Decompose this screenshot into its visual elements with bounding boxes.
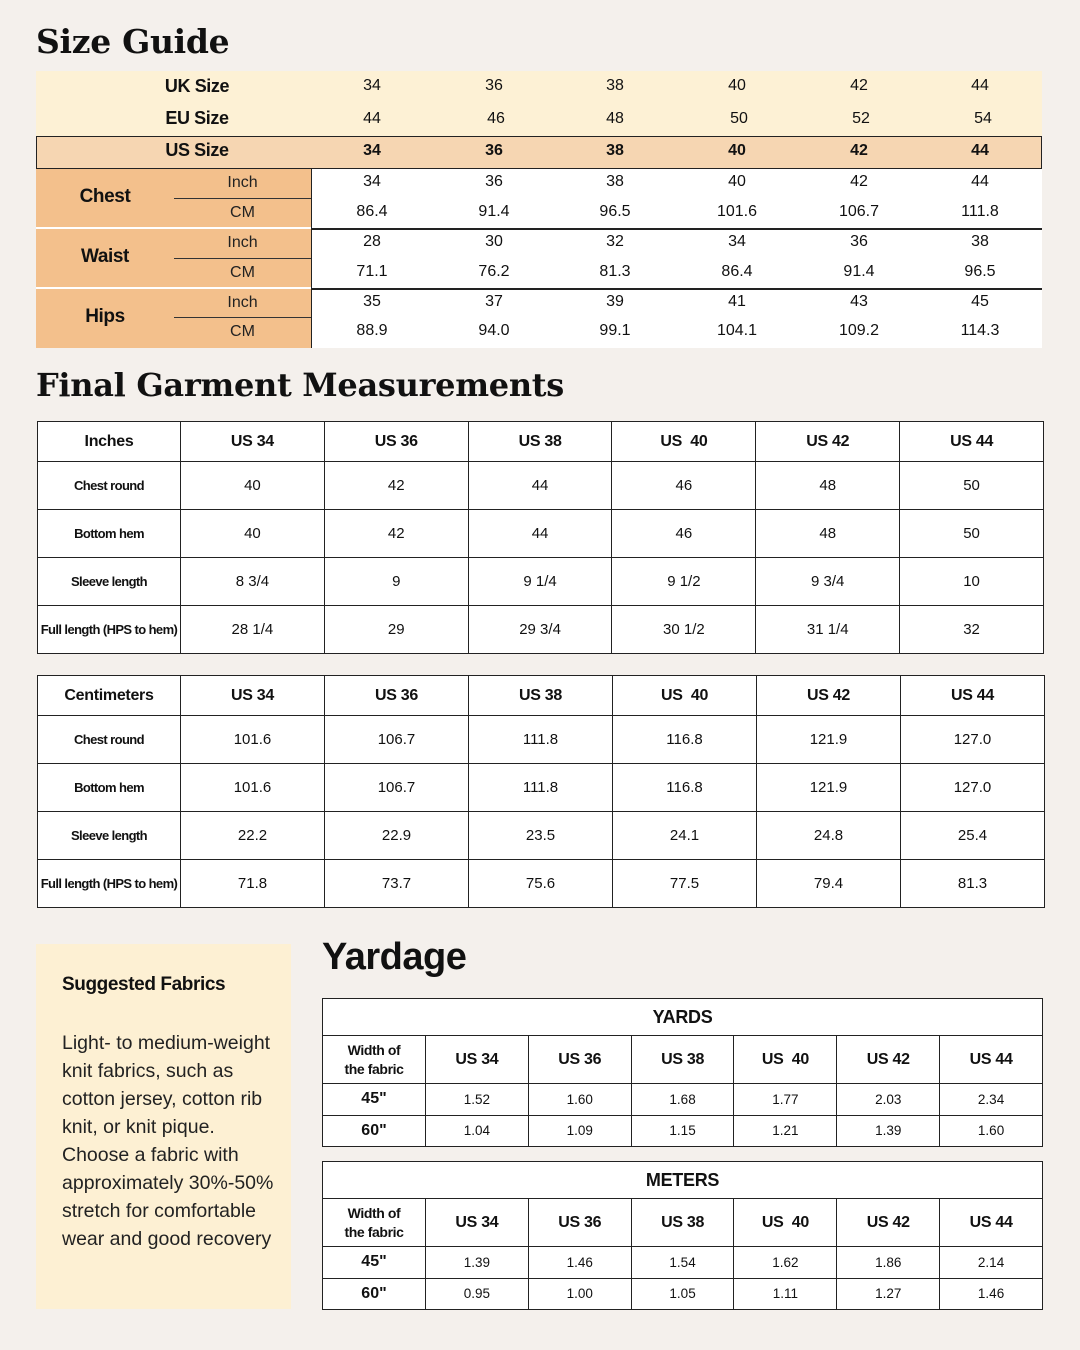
waist-inch-value: 28	[363, 233, 381, 250]
yardage-yards-table	[322, 998, 1043, 1147]
row-label: Full length (HPS to hem)	[38, 606, 181, 654]
size-header: US 40	[734, 1199, 837, 1247]
table-row	[38, 462, 1044, 510]
chest-cm-value: 96.5	[599, 203, 631, 220]
table-cell: 0.95	[426, 1278, 529, 1310]
hips-inch-value: 43	[850, 293, 868, 310]
table-cell: 1.46	[528, 1247, 631, 1279]
table-header-row	[323, 1036, 1043, 1084]
table-cell: 1.54	[631, 1247, 734, 1279]
width-label-line: Width of	[347, 1204, 401, 1221]
centimeters-corner-label: Centimeters	[38, 676, 181, 716]
waist-inch-value: 34	[728, 233, 746, 250]
table-row	[38, 510, 1044, 558]
unit-cm-label: CM	[230, 323, 255, 340]
uk-size-value: 34	[363, 77, 381, 94]
waist-inch-value: 30	[485, 233, 503, 250]
uk-size-value: 36	[485, 77, 503, 94]
table-cell: 116.8	[613, 764, 757, 812]
eu-size-label: EU Size	[165, 108, 229, 128]
size-header: US 34	[181, 422, 325, 462]
chest-inch-value: 36	[485, 173, 503, 190]
chest-cm-value: 91.4	[478, 203, 510, 220]
size-header: US 44	[940, 1036, 1043, 1084]
waist-inch-value: 32	[606, 233, 624, 250]
table-cell: 127.0	[901, 764, 1045, 812]
table-cell: 111.8	[469, 716, 613, 764]
table-cell: 24.8	[757, 812, 901, 860]
table-row	[38, 558, 1044, 606]
table-cell: 81.3	[901, 860, 1045, 908]
table-cell: 2.14	[940, 1247, 1043, 1279]
table-caption-row	[323, 1162, 1043, 1199]
table-row	[323, 1115, 1043, 1147]
table-cell: 28 1/4	[181, 606, 325, 654]
table-cell: 48	[756, 510, 900, 558]
table-cell: 1.09	[528, 1115, 631, 1147]
table-cell: 25.4	[901, 812, 1045, 860]
table-cell: 1.62	[734, 1247, 837, 1279]
waist-cm-value: 71.1	[356, 263, 388, 280]
table-cell: 73.7	[325, 860, 469, 908]
size-header: US 44	[900, 422, 1044, 462]
chest-inch-value: 34	[363, 173, 381, 190]
chest-cm-value: 101.6	[716, 203, 758, 220]
table-cell: 71.8	[181, 860, 325, 908]
table-cell: 121.9	[757, 716, 901, 764]
eu-size-value: 44	[363, 110, 381, 127]
eu-size-value: 48	[606, 110, 624, 127]
block-divider	[311, 288, 1042, 290]
table-cell: 50	[900, 462, 1044, 510]
table-cell: 1.21	[734, 1115, 837, 1147]
table-cell: 24.1	[613, 812, 757, 860]
size-header: US 42	[837, 1199, 940, 1247]
table-cell: 31 1/4	[756, 606, 900, 654]
table-cell: 1.39	[426, 1247, 529, 1279]
row-label: Full length (HPS to hem)	[38, 860, 181, 908]
hips-cm-value: 88.9	[356, 322, 388, 339]
unit-cm-label: CM	[230, 264, 255, 281]
table-cell: 46	[612, 462, 756, 510]
table-cell: 121.9	[757, 764, 901, 812]
meters-caption: METERS	[323, 1162, 1043, 1199]
size-header: US 36	[528, 1036, 631, 1084]
chest-label: Chest	[79, 186, 131, 207]
table-cell: 50	[900, 510, 1044, 558]
chest-cm-value: 111.8	[961, 203, 999, 220]
us-size-label: US Size	[165, 140, 229, 160]
table-caption-row	[323, 999, 1043, 1036]
waist-inch-value: 36	[850, 233, 868, 250]
table-row	[323, 1084, 1043, 1116]
measurement-values-area	[311, 169, 1042, 348]
hips-cm-value: 104.1	[716, 322, 758, 339]
table-cell: 1.00	[528, 1278, 631, 1310]
table-cell: 32	[900, 606, 1044, 654]
size-header: US 34	[181, 676, 325, 716]
table-cell: 23.5	[469, 812, 613, 860]
hips-inch-value: 41	[728, 293, 746, 310]
table-cell: 77.5	[613, 860, 757, 908]
hips-cm-value: 109.2	[838, 322, 880, 339]
table-cell: 8 3/4	[181, 558, 325, 606]
uk-size-value: 38	[606, 77, 624, 94]
table-cell: 22.2	[181, 812, 325, 860]
width-label-line: Width of	[347, 1041, 401, 1058]
size-guide-title: Size Guide	[36, 22, 230, 61]
table-cell: 101.6	[181, 716, 325, 764]
table-cell: 29	[324, 606, 468, 654]
size-header: US 42	[756, 422, 900, 462]
suggested-fabrics-text: Light- to medium-weight knit fabrics, such as cotton jersey, cotton rib knit, or knit pique. Choose a fabric with approximately 30%-50% stretch for comfortable wear and good recovery	[62, 1032, 274, 1250]
uk-size-value: 44	[971, 77, 989, 94]
uk-size-value: 42	[850, 77, 868, 94]
us-size-value: 44	[971, 142, 989, 159]
table-cell: 9 3/4	[756, 558, 900, 606]
hips-inch-value: 45	[971, 293, 989, 310]
unit-divider	[174, 258, 311, 259]
table-cell: 1.46	[940, 1278, 1043, 1310]
size-header: US 44	[940, 1199, 1043, 1247]
eu-size-value: 46	[487, 110, 505, 127]
table-cell: 127.0	[901, 716, 1045, 764]
table-cell: 44	[468, 462, 612, 510]
table-row	[38, 812, 1045, 860]
table-cell: 1.60	[940, 1115, 1043, 1147]
us-size-value: 40	[728, 142, 746, 159]
table-row	[38, 716, 1045, 764]
table-cell: 106.7	[325, 716, 469, 764]
table-cell: 116.8	[613, 716, 757, 764]
row-label: Bottom hem	[38, 764, 181, 812]
width-label-line: the fabric	[344, 1060, 404, 1077]
size-header: US 40	[734, 1036, 837, 1084]
table-cell: 1.86	[837, 1247, 940, 1279]
table-cell: 42	[324, 510, 468, 558]
yardage-title: Yardage	[322, 936, 467, 978]
final-garment-title: Final Garment Measurements	[36, 366, 564, 404]
size-header: US 40	[613, 676, 757, 716]
chest-cm-value: 86.4	[356, 203, 388, 220]
size-header: US 36	[324, 422, 468, 462]
table-cell: 2.34	[940, 1084, 1043, 1116]
table-row	[38, 764, 1045, 812]
table-cell: 1.39	[837, 1115, 940, 1147]
table-cell: 1.15	[631, 1115, 734, 1147]
size-header: US 34	[426, 1036, 529, 1084]
suggested-fabrics-title: Suggested Fabrics	[62, 974, 226, 995]
table-cell: 22.9	[325, 812, 469, 860]
garment-inches-table	[37, 421, 1044, 654]
hips-inch-value: 35	[363, 293, 381, 310]
uk-size-value: 40	[728, 77, 746, 94]
fabric-width-label: 45"	[323, 1084, 426, 1116]
table-cell: 30 1/2	[612, 606, 756, 654]
us-size-value: 42	[850, 142, 868, 159]
waist-cm-value: 86.4	[721, 263, 753, 280]
table-row	[323, 1247, 1043, 1279]
us-size-value: 38	[606, 142, 624, 159]
table-cell: 29 3/4	[468, 606, 612, 654]
table-cell: 1.68	[631, 1084, 734, 1116]
waist-cm-value: 76.2	[478, 263, 510, 280]
size-guide-table	[36, 71, 1042, 348]
width-of-fabric-label	[323, 1199, 426, 1247]
yards-caption: YARDS	[323, 999, 1043, 1036]
size-header: US 34	[426, 1199, 529, 1247]
size-header: US 38	[468, 422, 612, 462]
waist-inch-value: 38	[971, 233, 989, 250]
table-cell: 101.6	[181, 764, 325, 812]
row-label: Bottom hem	[38, 510, 181, 558]
table-cell: 1.05	[631, 1278, 734, 1310]
table-cell: 9 1/4	[468, 558, 612, 606]
yardage-meters-table	[322, 1161, 1043, 1310]
table-cell: 46	[612, 510, 756, 558]
table-cell: 10	[900, 558, 1044, 606]
chest-inch-value: 40	[728, 173, 746, 190]
hips-inch-value: 39	[606, 293, 624, 310]
unit-inch-label: Inch	[227, 174, 258, 191]
width-label-line: the fabric	[344, 1223, 404, 1240]
hips-cm-value: 99.1	[599, 322, 631, 339]
hips-label: Hips	[85, 306, 125, 327]
unit-cm-label: CM	[230, 204, 255, 221]
eu-size-value: 50	[730, 110, 748, 127]
size-header: US 42	[837, 1036, 940, 1084]
hips-cm-value: 94.0	[478, 322, 510, 339]
unit-inch-label: Inch	[227, 234, 258, 251]
suggested-fabrics-box	[36, 944, 291, 1309]
size-header: US 36	[325, 676, 469, 716]
width-of-fabric-label	[323, 1036, 426, 1084]
table-cell: 1.27	[837, 1278, 940, 1310]
garment-centimeters-table	[37, 675, 1045, 908]
table-header-row	[323, 1199, 1043, 1247]
inches-corner-label: Inches	[38, 422, 181, 462]
table-cell: 106.7	[325, 764, 469, 812]
eu-size-value: 54	[974, 110, 992, 127]
us-size-value: 34	[363, 142, 381, 159]
table-cell: 48	[756, 462, 900, 510]
unit-divider	[174, 317, 311, 318]
table-cell: 1.60	[528, 1084, 631, 1116]
table-cell: 9	[324, 558, 468, 606]
chest-inch-value: 44	[971, 173, 989, 190]
unit-inch-label: Inch	[227, 294, 258, 311]
hips-cm-value: 114.3	[960, 322, 1000, 339]
unit-divider	[174, 198, 311, 199]
table-cell: 40	[181, 462, 325, 510]
row-label: Chest round	[38, 716, 181, 764]
waist-cm-value: 91.4	[843, 263, 875, 280]
table-cell: 42	[324, 462, 468, 510]
size-header: US 38	[631, 1199, 734, 1247]
uk-size-label: UK Size	[164, 76, 230, 96]
size-header: US 38	[469, 676, 613, 716]
table-cell: 1.04	[426, 1115, 529, 1147]
table-cell: 40	[181, 510, 325, 558]
size-header: US 40	[612, 422, 756, 462]
chest-cm-value: 106.7	[838, 203, 880, 220]
table-cell: 44	[468, 510, 612, 558]
table-cell: 2.03	[837, 1084, 940, 1116]
table-cell: 9 1/2	[612, 558, 756, 606]
chest-inch-value: 42	[850, 173, 868, 190]
eu-size-value: 52	[852, 110, 870, 127]
table-header-row	[38, 422, 1044, 462]
us-size-value: 36	[485, 142, 503, 159]
hips-inch-value: 37	[485, 293, 503, 310]
row-label: Chest round	[38, 462, 181, 510]
size-header: US 42	[757, 676, 901, 716]
waist-cm-value: 96.5	[964, 263, 996, 280]
fabric-width-label: 60"	[323, 1115, 426, 1147]
size-header: US 38	[631, 1036, 734, 1084]
waist-label: Waist	[81, 246, 129, 267]
row-label: Sleeve length	[38, 558, 181, 606]
table-cell: 75.6	[469, 860, 613, 908]
table-row	[38, 606, 1044, 654]
row-label: Sleeve length	[38, 812, 181, 860]
waist-cm-value: 81.3	[599, 263, 631, 280]
table-cell: 1.52	[426, 1084, 529, 1116]
size-header: US 44	[901, 676, 1045, 716]
size-header: US 36	[528, 1199, 631, 1247]
fabric-width-label: 60"	[323, 1278, 426, 1310]
table-row	[38, 860, 1045, 908]
fabric-width-label: 45"	[323, 1247, 426, 1279]
table-cell: 111.8	[469, 764, 613, 812]
chest-inch-value: 38	[606, 173, 624, 190]
table-row	[323, 1278, 1043, 1310]
table-cell: 1.77	[734, 1084, 837, 1116]
table-cell: 79.4	[757, 860, 901, 908]
block-divider	[311, 228, 1042, 230]
table-header-row	[38, 676, 1045, 716]
table-cell: 1.11	[734, 1278, 837, 1310]
